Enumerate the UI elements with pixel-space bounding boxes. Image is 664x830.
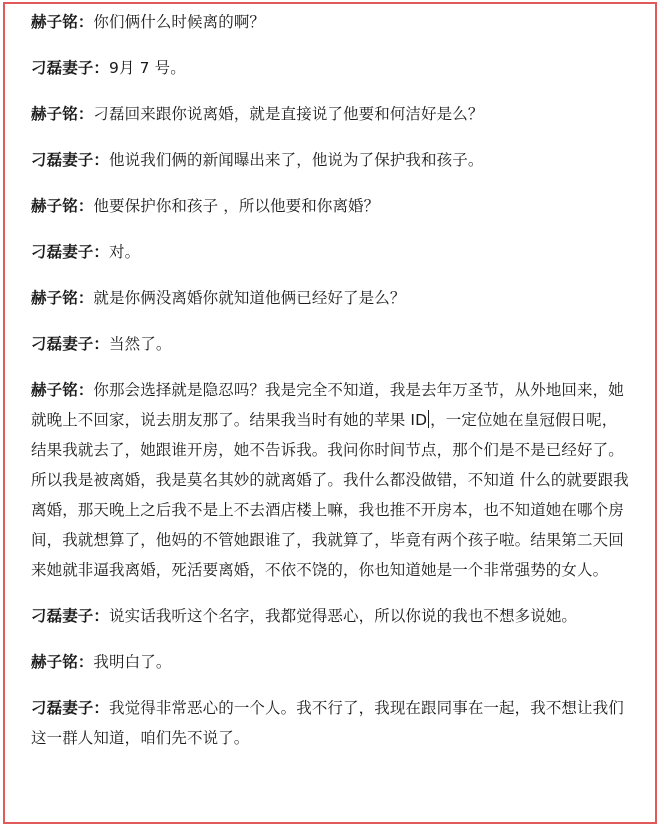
colon: ： — [93, 699, 110, 717]
speaker-name: 刁磊妻子 — [31, 59, 94, 77]
line-text: 说实话我听这个名字，我都觉得恶心，所以你说的我也不想多说她。 — [109, 607, 578, 625]
dialogue-line — [31, 237, 631, 267]
speaker-name: 刁磊妻子 — [31, 243, 94, 261]
dialogue-line — [31, 53, 631, 83]
colon: ： — [77, 197, 94, 215]
dialogue-transcript — [31, 7, 631, 769]
speaker-name: 刁磊妻子 — [31, 151, 94, 169]
line-text: 我明白了。 — [93, 653, 172, 671]
colon: ： — [77, 13, 94, 31]
dialogue-line — [31, 375, 631, 585]
speaker-name: 刁磊妻子 — [31, 699, 94, 717]
line-text: 就是你俩没离婚你就知道他俩已经好了是么？ — [93, 289, 406, 307]
speaker-name: 赫子铭 — [31, 197, 78, 215]
speaker-name: 赫子铭 — [31, 289, 78, 307]
line-text: 你那会选择就是隐忍吗？我是完全不知道，我是去年万圣节，从外地回来，她就晚上不回家，说去朋友那了。结果我当时有她的苹果 ID — [31, 381, 624, 429]
colon: ： — [93, 607, 110, 625]
dialogue-line — [31, 145, 631, 175]
dialogue-line — [31, 283, 631, 313]
speaker-name: 赫子铭 — [31, 105, 78, 123]
dialogue-line — [31, 99, 631, 129]
speaker-name: 赫子铭 — [31, 381, 78, 399]
dialogue-line — [31, 329, 631, 359]
line-text: 刁磊回来跟你说离婚，就是直接说了他要和何洁好是么？ — [93, 105, 484, 123]
dialogue-line — [31, 601, 631, 631]
line-text: 当然了。 — [109, 335, 172, 353]
speaker-name: 赫子铭 — [31, 13, 78, 31]
line-text: 我觉得非常恶心的一个人。我不行了，我现在跟同事在一起，我不想让我们这一群人知道，咱们先不说了。 — [31, 699, 624, 747]
colon: ： — [93, 59, 110, 77]
dialogue-line — [31, 7, 631, 37]
dialogue-line — [31, 647, 631, 677]
line-text: 他要保护你和孩子 ，所以他要和你离婚？ — [93, 197, 380, 215]
line-text: 9月 7 号。 — [109, 59, 186, 77]
colon: ： — [77, 289, 94, 307]
dialogue-line — [31, 693, 631, 753]
colon: ： — [77, 653, 94, 671]
speaker-name: 刁磊妻子 — [31, 607, 94, 625]
line-text: ，一定位她在皇冠假日呢，结果我就去了，她跟谁开房，她不告诉我。我问你时间节点，那个们是不是已经好了。所以我是被离婚，我是莫名其妙的就离婚了。我什么都没做错，不知道 什么的就要跟我离婚，那天晚上之后我不是上不去酒店楼上嘛，我也推不开房本，也不知道她在哪个房间，我就想算了，他妈的不管她跟谁了，我就算了，毕竟有两个孩子啦。结果第二天回来她就非逼我离婚，死活要离婚，不依不饶的，你也知道她是一个非常强势的女人。 — [31, 411, 629, 579]
text-cursor — [428, 410, 429, 428]
colon: ： — [93, 151, 110, 169]
line-text: 你们俩什么时候离的啊？ — [93, 13, 266, 31]
speaker-name: 刁磊妻子 — [31, 335, 94, 353]
line-text: 对。 — [109, 243, 141, 261]
line-text: 他说我们俩的新闻曝出来了，他说为了保护我和孩子。 — [109, 151, 484, 169]
colon: ： — [93, 243, 110, 261]
colon: ： — [77, 105, 94, 123]
dialogue-line — [31, 191, 631, 221]
speaker-name: 赫子铭 — [31, 653, 78, 671]
colon: ： — [77, 381, 94, 399]
document-frame — [3, 2, 657, 824]
colon: ： — [93, 335, 110, 353]
